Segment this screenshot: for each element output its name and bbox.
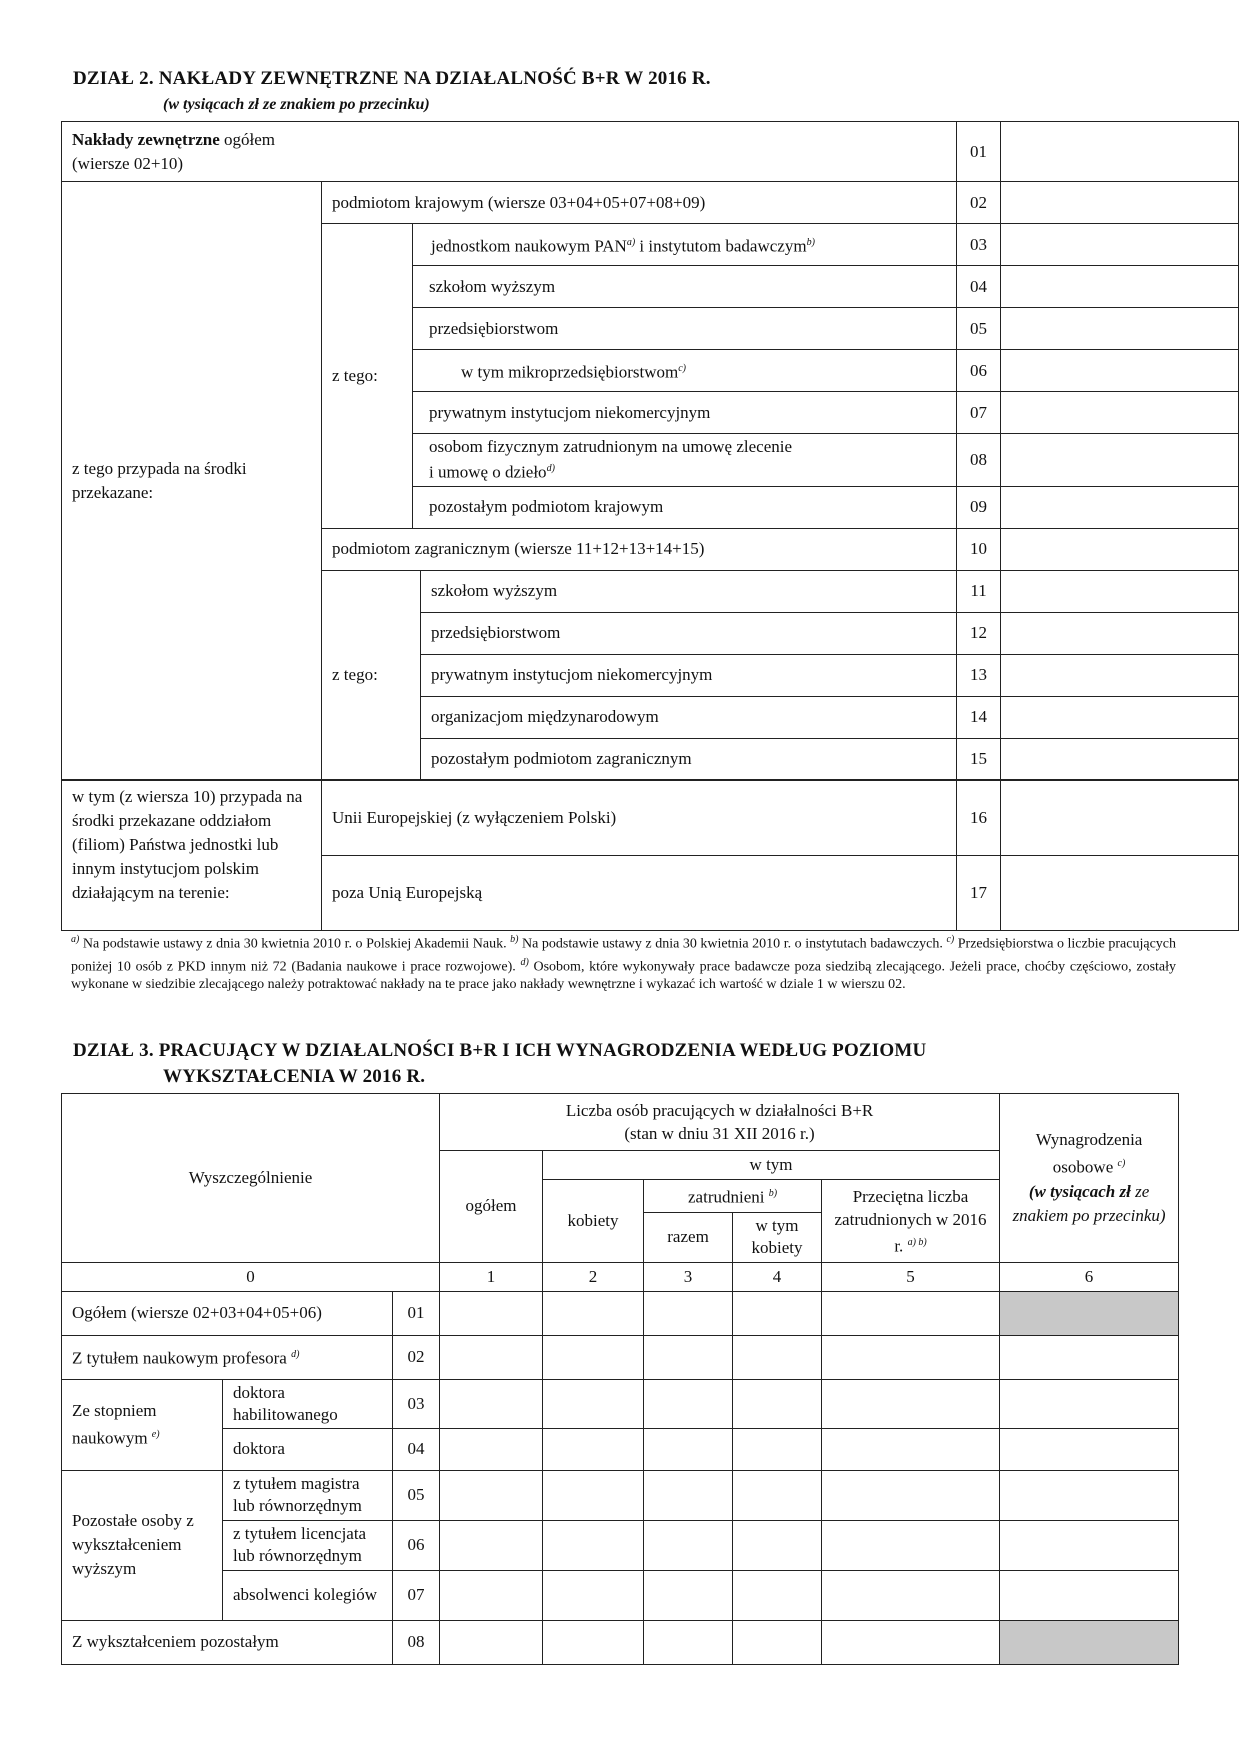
header-razem: razem <box>644 1212 733 1262</box>
s3-row-03-label: doktora habilitowanego <box>223 1379 393 1428</box>
group-ze-stopniem: Ze stopniem naukowym $^{e)}$ <box>62 1379 223 1470</box>
header-liczba-osob: Liczba osób pracujących w działalności B+R (stan w dniu 31 XII 2016 r.) <box>440 1094 1000 1151</box>
s3-row-05-col5[interactable] <box>822 1470 1000 1520</box>
z-tego-zagraniczne: z tego: <box>322 570 421 780</box>
z-tego-krajowe: z tego: <box>322 224 413 529</box>
row-14-value[interactable] <box>1001 696 1239 738</box>
s3-row-05-col6[interactable] <box>1000 1470 1179 1520</box>
s3-row-03-col6[interactable] <box>1000 1379 1179 1428</box>
section2-left-label: z tego przypada na środki przekazane: <box>62 182 322 781</box>
row-05-code: 05 <box>957 308 1001 350</box>
row-04-code: 04 <box>957 266 1001 308</box>
row-04-label: szkołom wyższym <box>413 266 957 308</box>
s3-row-02-label: Z tytułem naukowym profesora $^{d)}$ <box>62 1335 393 1379</box>
row-09-value[interactable] <box>1001 486 1239 528</box>
header-wyszczegolnienie: Wyszczególnienie <box>62 1094 440 1263</box>
s3-row-06-col2[interactable] <box>543 1520 644 1570</box>
s3-row-05-col3[interactable] <box>644 1470 733 1520</box>
row-01-value[interactable] <box>1001 122 1239 182</box>
row-15-code: 15 <box>957 738 1001 780</box>
s3-row-01-code: 01 <box>393 1291 440 1335</box>
col-number-0: 0 <box>62 1262 440 1291</box>
col-number-2: 2 <box>543 1262 644 1291</box>
s3-row-01-col4[interactable] <box>733 1291 822 1335</box>
section3-title-line1: DZIAŁ 3. PRACUJĄCY W DZIAŁALNOŚCI B+R I ICH WYNAGRODZENIA WEDŁUG POZIOMU <box>73 1040 927 1061</box>
s3-row-02-col3[interactable] <box>644 1335 733 1379</box>
s3-row-05-col1[interactable] <box>440 1470 543 1520</box>
col-number-5: 5 <box>822 1262 1000 1291</box>
s3-row-07-col5[interactable] <box>822 1570 1000 1620</box>
section3-table <box>61 1093 1179 1665</box>
s3-row-03-col5[interactable] <box>822 1379 1000 1428</box>
s3-row-06-col4[interactable] <box>733 1520 822 1570</box>
row-14-label: organizacjom międzynarodowym <box>421 696 957 738</box>
s3-row-08-col1[interactable] <box>440 1620 543 1664</box>
s3-row-07-col1[interactable] <box>440 1570 543 1620</box>
row-07-label: prywatnym instytucjom niekomercyjnym <box>413 392 957 434</box>
row-13-value[interactable] <box>1001 654 1239 696</box>
s3-row-08-col3[interactable] <box>644 1620 733 1664</box>
row-14-code: 14 <box>957 696 1001 738</box>
s3-row-03-col2[interactable] <box>543 1379 644 1428</box>
s3-row-01-col6-disabled <box>1000 1291 1179 1335</box>
row-01-label: Nakłady zewnętrzne ogółem (wiersze 02+10) <box>62 122 957 182</box>
row-04-value[interactable] <box>1001 266 1239 308</box>
s3-row-01-col1[interactable] <box>440 1291 543 1335</box>
s3-row-03-col1[interactable] <box>440 1379 543 1428</box>
col-number-3: 3 <box>644 1262 733 1291</box>
row-12-code: 12 <box>957 612 1001 654</box>
s3-row-06-col3[interactable] <box>644 1520 733 1570</box>
section2-title: DZIAŁ 2. NAKŁADY ZEWNĘTRZNE NA DZIAŁALNOŚĆ B+R W 2016 R. <box>73 68 711 89</box>
wtym-label: w tym (z wiersza 10) przypada na środki przekazane oddziałom (filiom) Państwa jednostki lub innym instytucjom polskim działającym na terenie: <box>62 780 322 930</box>
col-number-6: 6 <box>1000 1262 1179 1291</box>
row-12-value[interactable] <box>1001 612 1239 654</box>
s3-row-01-label: Ogółem (wiersze 02+03+04+05+06) <box>62 1291 393 1335</box>
s3-row-08-col6-disabled <box>1000 1620 1179 1664</box>
row-03-label: jednostkom naukowym PAN$^{a)}$ i instytutom badawczym$^{b)}$ <box>413 224 957 266</box>
s3-row-06-col5[interactable] <box>822 1520 1000 1570</box>
row-08-label: osobom fizycznym zatrudnionym na umowę zlecenie i umowę o dzieło$^{d)}$ <box>413 434 957 487</box>
s3-row-04-code: 04 <box>393 1428 440 1470</box>
s3-row-03-code: 03 <box>393 1379 440 1428</box>
s3-row-08-code: 08 <box>393 1620 440 1664</box>
s3-row-02-col2[interactable] <box>543 1335 644 1379</box>
row-16-label: Unii Europejskiej (z wyłączeniem Polski) <box>322 780 957 855</box>
row-06-code: 06 <box>957 350 1001 392</box>
s3-row-06-code: 06 <box>393 1520 440 1570</box>
s3-row-03-col4[interactable] <box>733 1379 822 1428</box>
s3-row-06-col1[interactable] <box>440 1520 543 1570</box>
row-11-code: 11 <box>957 570 1001 612</box>
s3-row-06-col6[interactable] <box>1000 1520 1179 1570</box>
s3-row-07-col6[interactable] <box>1000 1570 1179 1620</box>
s3-row-07-col2[interactable] <box>543 1570 644 1620</box>
header-wynagrodzenia: Wynagrodzenia osobowe $^{c)}$ (w tysiącach zł ze znakiem po przecinku) <box>1000 1094 1179 1263</box>
row-09-label: pozostałym podmiotom krajowym <box>413 486 957 528</box>
row-09-code: 09 <box>957 486 1001 528</box>
row-17-value[interactable] <box>1001 855 1239 930</box>
row-15-value[interactable] <box>1001 738 1239 780</box>
row-16-code: 16 <box>957 780 1001 855</box>
s3-row-02-col1[interactable] <box>440 1335 543 1379</box>
row-08-code: 08 <box>957 434 1001 487</box>
header-przecietna: Przeciętna liczba zatrudnionych w 2016 r. $^{a) b)}$ <box>822 1180 1000 1263</box>
row-13-code: 13 <box>957 654 1001 696</box>
row-02-value[interactable] <box>1001 182 1239 224</box>
s3-row-08-col4[interactable] <box>733 1620 822 1664</box>
header-kobiety: kobiety <box>543 1180 644 1263</box>
row-10-label: podmiotom zagranicznym (wiersze 11+12+13+14+15) <box>322 528 957 570</box>
row-10-value[interactable] <box>1001 528 1239 570</box>
s3-row-07-col3[interactable] <box>644 1570 733 1620</box>
row-16-value[interactable] <box>1001 780 1239 855</box>
header-wtym-kobiety: w tym kobiety <box>733 1212 822 1262</box>
row-03-code: 03 <box>957 224 1001 266</box>
row-11-value[interactable] <box>1001 570 1239 612</box>
s3-row-04-col3[interactable] <box>644 1428 733 1470</box>
section3-title-line2: WYKSZTAŁCENIA W 2016 R. <box>163 1066 426 1087</box>
group-pozostale-osoby: Pozostałe osoby z wykształceniem wyższym <box>62 1470 223 1620</box>
s3-row-01-col2[interactable] <box>543 1291 644 1335</box>
s3-row-08-col5[interactable] <box>822 1620 1000 1664</box>
section2-table <box>61 121 1239 931</box>
row-06-label: w tym mikroprzedsiębiorstwom$^{c)}$ <box>413 350 957 392</box>
s3-row-08-label: Z wykształceniem pozostałym <box>62 1620 393 1664</box>
s3-row-04-col6[interactable] <box>1000 1428 1179 1470</box>
s3-row-02-col6[interactable] <box>1000 1335 1179 1379</box>
s3-row-07-col4[interactable] <box>733 1570 822 1620</box>
row-08-value[interactable] <box>1001 434 1239 487</box>
s3-row-04-col2[interactable] <box>543 1428 644 1470</box>
row-13-label: prywatnym instytucjom niekomercyjnym <box>421 654 957 696</box>
row-17-label: poza Unią Europejską <box>322 855 957 930</box>
s3-row-07-code: 07 <box>393 1570 440 1620</box>
s3-row-02-col5[interactable] <box>822 1335 1000 1379</box>
row-12-label: przedsiębiorstwom <box>421 612 957 654</box>
section2-footnote: $^{a)}$ Na podstawie ustawy z dnia 30 kwietnia 2010 r. o Polskiej Akademii Nauk. $^{b)}$ Na podstawie ustawy z dnia 30 kwietnia 2010 r. o instytutach badawczych. $^{c)}$ Przedsiębiorstwa o liczbie pracujących poniżej 10 osób z PKD innym niż 72 (Badania naukowe i prace rozwojowe). $^{d)}$ Osobom, które wykonywały prace badawcze poza siedzibą zlecającego. Jeżeli prace, choćby częściowo, zostały wykonane w siedzibie zlecającego należy potraktować nakłady na te prace jako nakłady wewnętrzne i wykazać ich wartość w dziale 1 w wierszu 02. <box>71 934 1177 993</box>
header-zatrudnieni: zatrudnieni $^{b)}$ <box>644 1180 822 1213</box>
s3-row-04-col5[interactable] <box>822 1428 1000 1470</box>
header-wtym: w tym <box>543 1151 1000 1180</box>
s3-row-01-col3[interactable] <box>644 1291 733 1335</box>
s3-row-04-col1[interactable] <box>440 1428 543 1470</box>
row-01-code: 01 <box>957 122 1001 182</box>
col-number-4: 4 <box>733 1262 822 1291</box>
s3-row-01-col5[interactable] <box>822 1291 1000 1335</box>
s3-row-04-label: doktora <box>223 1428 393 1470</box>
header-ogolem: ogółem <box>440 1151 543 1263</box>
row-03-value[interactable] <box>1001 224 1239 266</box>
s3-row-05-label: z tytułem magistra lub równorzędnym <box>223 1470 393 1520</box>
row-02-code: 02 <box>957 182 1001 224</box>
s3-row-07-label: absolwenci kolegiów <box>223 1570 393 1620</box>
s3-row-03-col3[interactable] <box>644 1379 733 1428</box>
s3-row-08-col2[interactable] <box>543 1620 644 1664</box>
s3-row-04-col4[interactable] <box>733 1428 822 1470</box>
row-06-value[interactable] <box>1001 350 1239 392</box>
row-15-label: pozostałym podmiotom zagranicznym <box>421 738 957 780</box>
row-11-label: szkołom wyższym <box>421 570 957 612</box>
s3-row-02-code: 02 <box>393 1335 440 1379</box>
row-02-label: podmiotom krajowym (wiersze 03+04+05+07+08+09) <box>322 182 957 224</box>
row-05-label: przedsiębiorstwom <box>413 308 957 350</box>
s3-row-02-col4[interactable] <box>733 1335 822 1379</box>
row-10-code: 10 <box>957 528 1001 570</box>
row-17-code: 17 <box>957 855 1001 930</box>
s3-row-06-label: z tytułem licencjata lub równorzędnym <box>223 1520 393 1570</box>
s3-row-05-col2[interactable] <box>543 1470 644 1520</box>
s3-row-05-code: 05 <box>393 1470 440 1520</box>
section2-subtitle: (w tysiącach zł ze znakiem po przecinku) <box>163 96 430 113</box>
row-05-value[interactable] <box>1001 308 1239 350</box>
s3-row-05-col4[interactable] <box>733 1470 822 1520</box>
row-07-code: 07 <box>957 392 1001 434</box>
row-07-value[interactable] <box>1001 392 1239 434</box>
col-number-1: 1 <box>440 1262 543 1291</box>
